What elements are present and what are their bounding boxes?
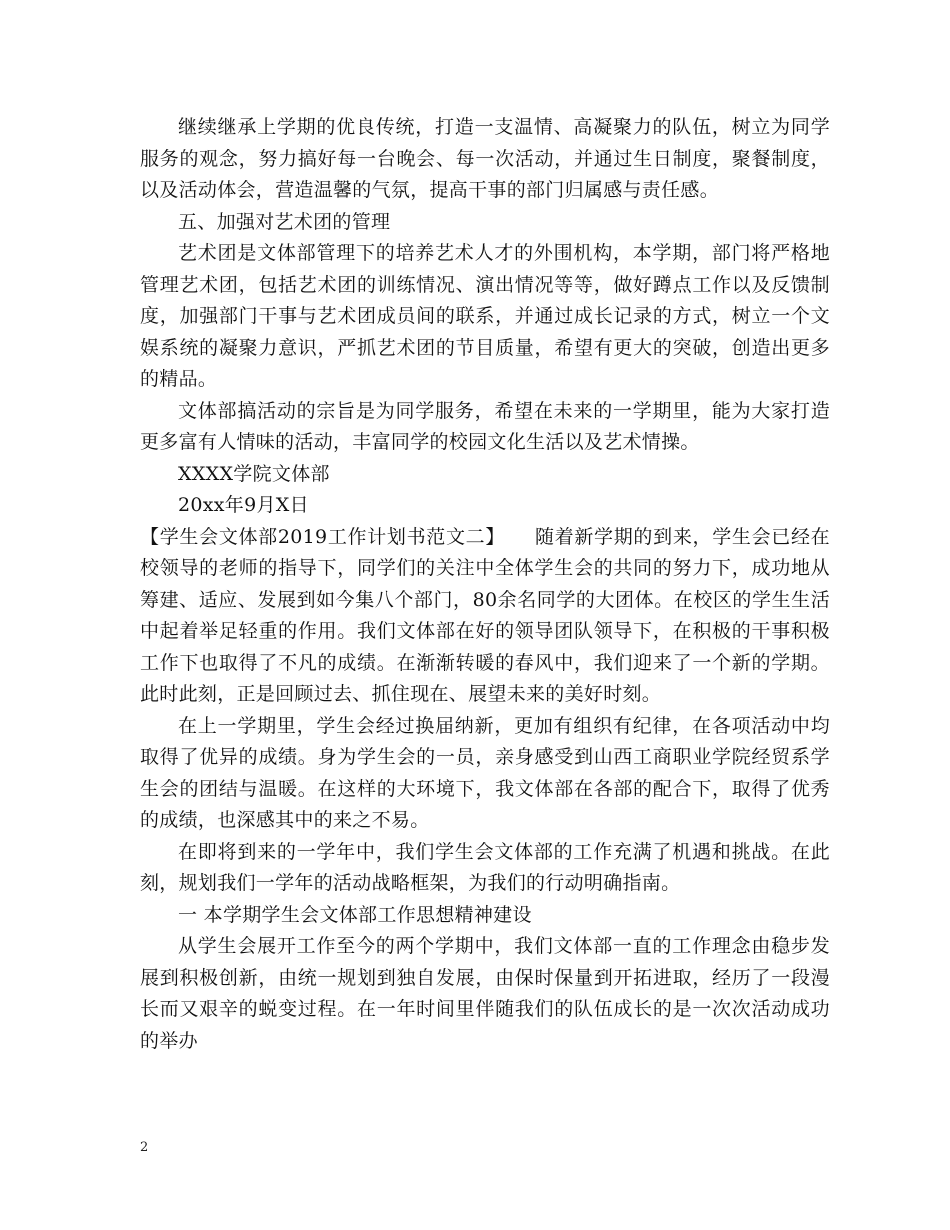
paragraph-new-year: 在即将到来的一学年中，我们学生会文体部的工作充满了机遇和挑战。在此刻，规划我们一学年的活动战略框架，为我们的行动明确指南。 [140,840,830,894]
paragraph-development: 从学生会展开工作至今的两个学期中，我们文体部一直的工作理念由稳步发展到积极创新，由统一规划到独自发展，由保时保量到开拓进取，经历了一段漫长而又艰辛的蜕变过程。在一年时间里伴随我们的队伍成长的是一次次活动成功的举办 [140,935,830,1052]
paragraph-1: 继续继承上学期的优良传统，打造一支温情、高凝聚力的队伍，树立为同学服务的观念，努力搞好每一台晚会、每一次活动，并通过生日制度，聚餐制度，以及活动体会，营造温馨的气氛，提高干事的部门归属感与责任感。 [140,116,830,201]
paragraph-last-semester: 在上一学期里，学生会经过换届纳新，更加有组织有纪律，在各项活动中均取得了优异的成绩。身为学生会的一员，亲身感受到山西工商职业学院经贸系学生会的团结与温暖。在这样的大环境下，我文体部在各部的配合下，取得了优秀的成绩，也深感其中的来之不易。 [140,714,830,831]
paragraph-purpose: 文体部搞活动的宗旨是为同学服务，希望在未来的一学期里，能为大家打造更多富有人情味的活动，丰富同学的校园文化生活以及艺术情操。 [140,399,830,453]
section-heading-art-troupe: 五、加强对艺术团的管理 [178,210,391,233]
paragraph-art-troupe: 艺术团是文体部管理下的培养艺术人才的外围机构，本学期，部门将严格地管理艺术团，包括艺术团的训练情况、演出情况等等，做好蹲点工作以及反馈制度，加强部门干事与艺术团成员间的联系，并通过成长记录的方式，树立一个文娱系统的凝聚力意识，严抓艺术团的节目质量，希望有更大的突破，创造出更多的精品。 [140,242,830,390]
section-heading-spirit: 一 本学期学生会文体部工作思想精神建设 [178,903,532,926]
paragraph-sample-two: 【学生会文体部2019工作计划书范文二】 随着新学期的到来，学生会已经在校领导的老师的指导下，同学们的关注中全体学生会的共同的努力下，成功地从筹建、适应、发展到如今集八个部门，80余名同学的大团体。在校区的学生生活中起着举足轻重的作用。我们文体部在好的领导团队领导下，在积极的干事积极工作下也取得了不凡的成绩。在渐渐转暖的春风中，我们迎来了一个新的学期。此时此刻，正是回顾过去、抓住现在、展望未来的美好时刻。 [140,525,830,705]
document-body [140,112,830,1057]
page-number: 2 [140,1140,149,1155]
signature-date: 20xx年9月X日 [178,494,309,516]
signature-department: XXXX学院文体部 [178,462,330,485]
